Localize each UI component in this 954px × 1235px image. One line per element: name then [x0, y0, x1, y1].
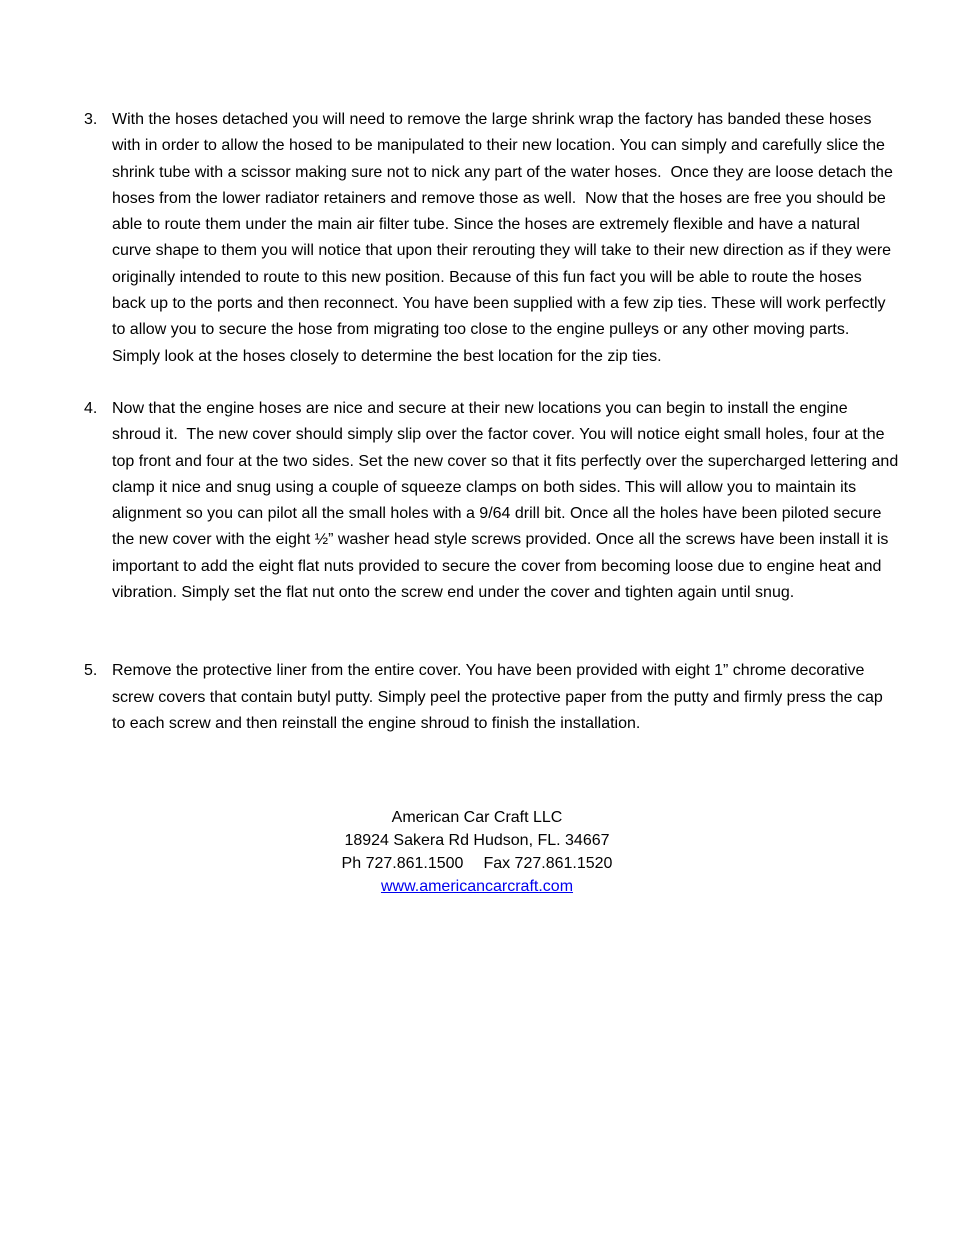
- step-number: 4.: [84, 399, 98, 417]
- step-text: Now that the engine hoses are nice and secure at their new locations you can begin to install the engine shroud it. The new cover should simply slip over the factor cover. You will notice eight small holes, four at the top front and four at the two sides. Set the new cover so that it fits perfectly over the supercharged lettering and clamp it nice and snug using a couple of squeeze clamps on both sides. This will allow you to maintain its alignment so you can pilot all the small holes with a 9/64 drill bit. Once all the holes have been piloted secure the new cover with the eight ½” washer head style screws provided. Once all the screws have been install it is important to add the eight flat nuts provided to secure the cover from becoming loose due to engine heat and vibration. Simply set the flat nut onto the screw end under the cover and tighten again until snug.: [112, 399, 903, 602]
- step-text: Remove the protective liner from the entire cover. You have been provided with eight 1” chrome decorative screw covers that contain butyl putty. Simply peel the protective paper from the putty and firmly press the cap to each screw and then reinstall the engine shroud to finish the installation.: [112, 662, 888, 732]
- company-address: 18924 Sakera Rd Hudson, FL. 34667: [344, 832, 610, 849]
- step-number: 3.: [84, 111, 98, 128]
- website-link[interactable]: www.americancarcraft.com: [380, 878, 574, 895]
- instruction-step-3: [84, 107, 900, 370]
- step-number: 5.: [84, 662, 98, 680]
- contact-block: [0, 806, 954, 898]
- instruction-list: [84, 107, 903, 737]
- phone-fax-line: [0, 852, 954, 875]
- step-text: With the hoses detached you will need to remove the large shrink wrap the factory has banded these hoses with in order to allow the hosed to be manipulated to their new location. You can simply and carefully slice the shrink tube with a scissor making sure not to nick any part of the water hoses. Once they are loose detach the hoses from the lower radiator retainers and remove those as well. Now that the hoses are free you should be able to route them under the main air filter tube. Since the hoses are extremely flexible and have a natural curve shape to them you will notice that upon their rerouting they will take to their new direction as if they were originally intended to route to this new position. Because of this fun fact you will be able to route the hoses back up to the ports and then reconnect. You have been supplied with a few zip ties. These will work perfectly to allow you to secure the hose from migrating too close to the engine pulleys or any other moving parts. Simply look at the hoses closely to determine the best location for the zip ties.: [112, 111, 898, 365]
- phone-number: Ph 727.861.1500: [341, 855, 464, 872]
- website-line: [0, 875, 954, 898]
- instruction-step-4: [84, 396, 903, 606]
- fax-number: Fax 727.861.1520: [483, 855, 613, 872]
- company-name: American Car Craft LLC: [391, 809, 563, 826]
- instruction-step-5: [84, 658, 900, 737]
